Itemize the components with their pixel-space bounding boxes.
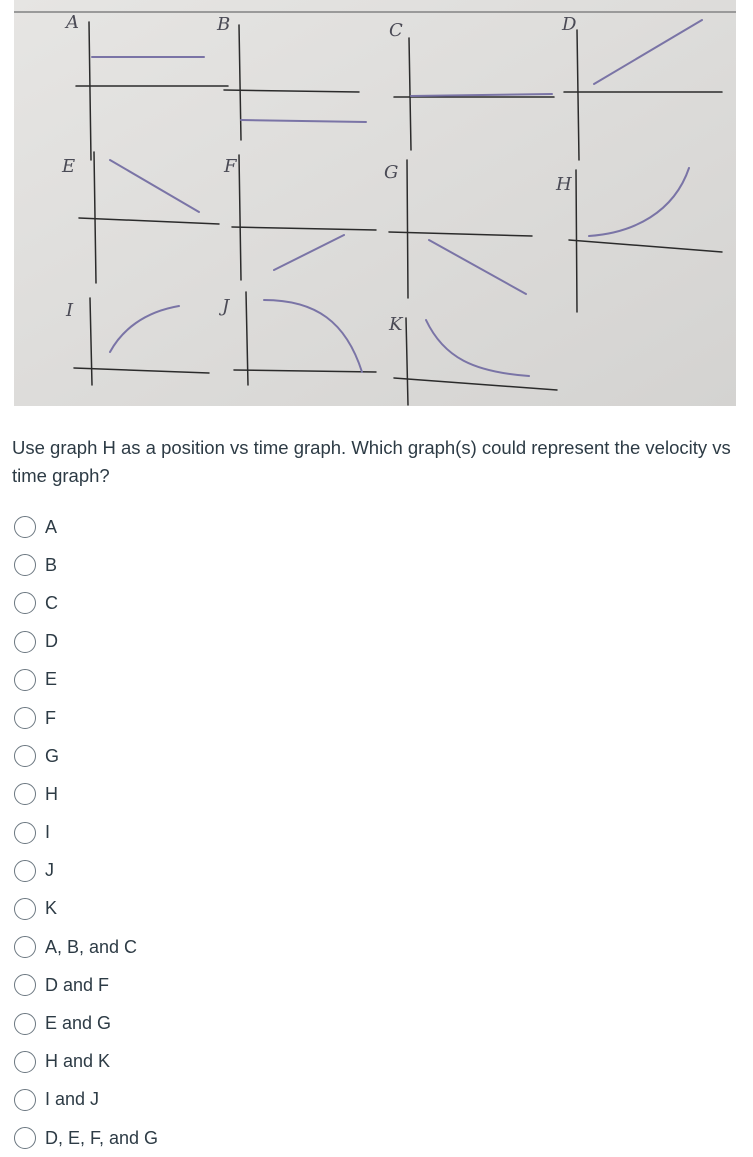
graph-letter: D — [562, 14, 577, 35]
radio-button[interactable] — [14, 1013, 36, 1035]
answer-option[interactable] — [14, 584, 414, 622]
answer-label: K — [45, 898, 58, 919]
answer-option[interactable] — [14, 546, 414, 584]
graph-letter: F — [224, 156, 237, 177]
answer-label: C — [45, 592, 58, 613]
whiteboard-graphs-photo — [14, 0, 736, 406]
graph-letter: G — [384, 162, 399, 183]
radio-button[interactable] — [14, 554, 36, 576]
answer-option[interactable] — [14, 661, 414, 699]
answer-label: H — [45, 783, 58, 804]
question-text: Use graph H as a position vs time graph. Which graph(s) could represent the velocity vs time graph? — [12, 437, 731, 486]
answer-label: I and J — [45, 1089, 100, 1110]
answer-label: J — [45, 860, 54, 881]
answer-label: A — [45, 516, 58, 537]
answer-option[interactable] — [14, 1004, 414, 1042]
answer-option[interactable] — [14, 1119, 414, 1157]
radio-button[interactable] — [14, 516, 36, 538]
radio-button[interactable] — [14, 936, 36, 958]
answer-label: E — [45, 669, 58, 690]
answer-label: B — [45, 554, 58, 575]
answer-option[interactable] — [14, 737, 414, 775]
graph-letter: K — [389, 314, 403, 335]
answer-option[interactable] — [14, 775, 414, 813]
answer-option[interactable] — [14, 1043, 414, 1081]
answer-label: I — [45, 822, 51, 843]
answer-label: G — [45, 745, 60, 766]
radio-button[interactable] — [14, 592, 36, 614]
answer-label: D and F — [45, 974, 110, 995]
radio-button[interactable] — [14, 1089, 36, 1111]
graph-letter: C — [389, 20, 403, 41]
whiteboard-surface — [14, 0, 736, 406]
answer-option[interactable] — [14, 814, 414, 852]
answer-option[interactable] — [14, 966, 414, 1004]
radio-button[interactable] — [14, 631, 36, 653]
answer-option[interactable] — [14, 890, 414, 928]
radio-button[interactable] — [14, 707, 36, 729]
graph-letter: H — [556, 174, 572, 195]
radio-button[interactable] — [14, 1127, 36, 1149]
answer-option[interactable] — [14, 699, 414, 737]
answer-option[interactable] — [14, 852, 414, 890]
answer-label: H and K — [45, 1051, 111, 1072]
graph-letter: E — [62, 156, 76, 177]
graph-letter: J — [222, 296, 230, 317]
radio-button[interactable] — [14, 1051, 36, 1073]
answer-option[interactable] — [14, 1081, 414, 1119]
answer-label: A, B, and C — [45, 936, 138, 957]
graph-letter: I — [66, 300, 74, 321]
answer-label: D — [45, 631, 58, 652]
radio-button[interactable] — [14, 745, 36, 767]
radio-button[interactable] — [14, 974, 36, 996]
answer-option[interactable] — [14, 623, 414, 661]
radio-button[interactable] — [14, 898, 36, 920]
graph-letter: A — [66, 12, 79, 33]
answer-option[interactable] — [14, 928, 414, 966]
radio-button[interactable] — [14, 783, 36, 805]
answer-list — [14, 508, 414, 1157]
answer-option[interactable] — [14, 508, 414, 546]
answer-label: E and G — [45, 1013, 112, 1034]
radio-button[interactable] — [14, 669, 36, 691]
radio-button[interactable] — [14, 860, 36, 882]
radio-button[interactable] — [14, 822, 36, 844]
graph-letter: B — [217, 14, 231, 35]
answer-label: F — [45, 707, 56, 728]
answer-label: D, E, F, and G — [45, 1127, 159, 1148]
